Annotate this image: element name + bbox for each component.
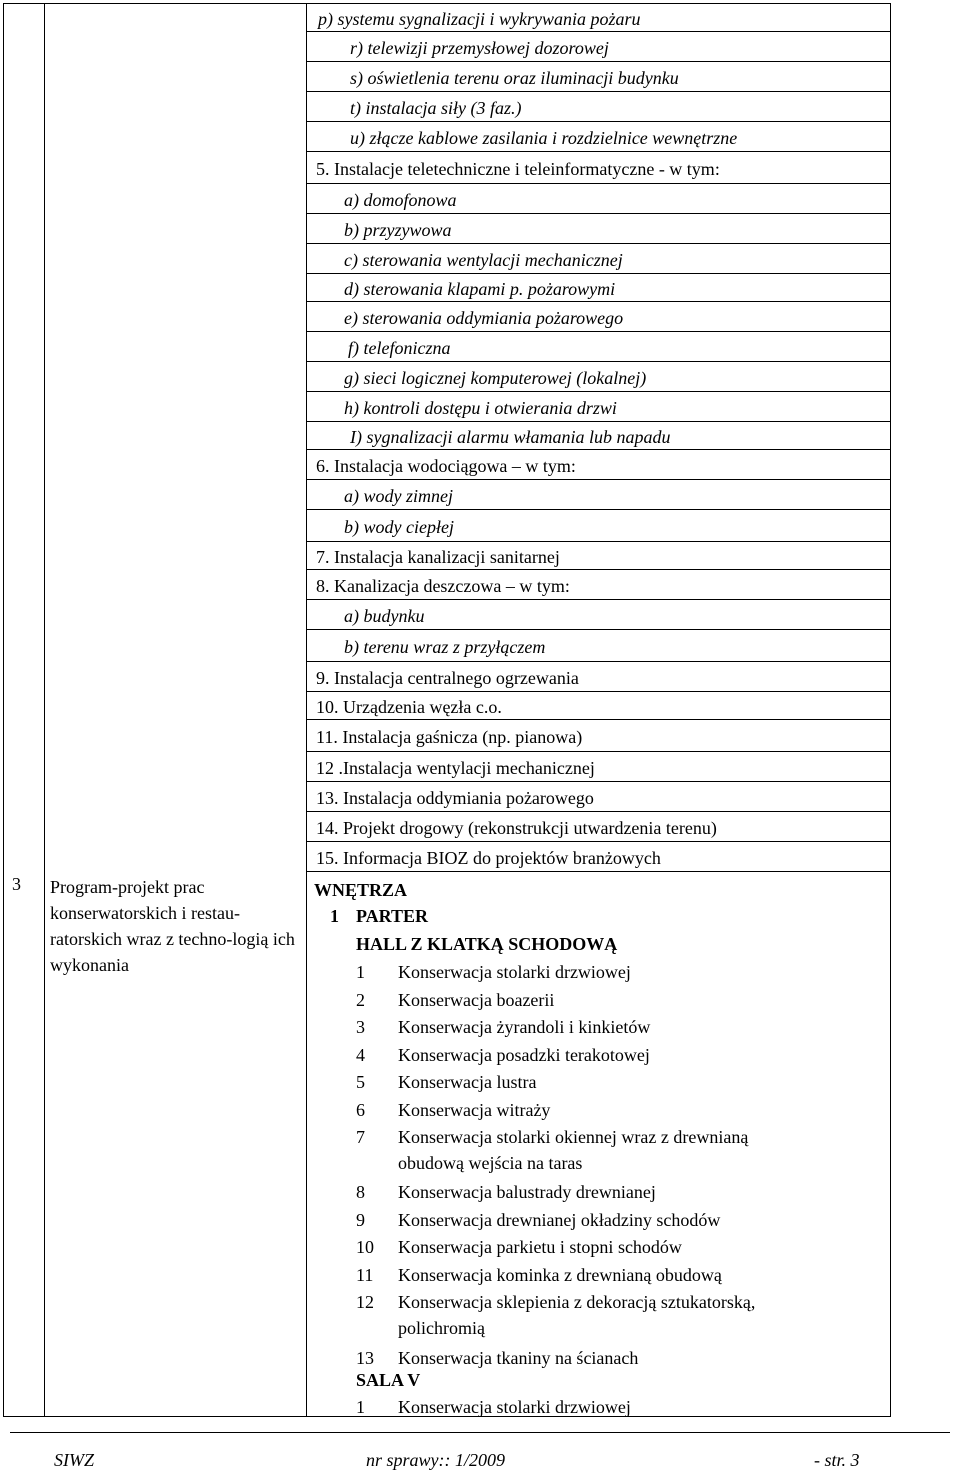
- item-number: 1: [356, 962, 365, 982]
- list-row: [306, 274, 890, 302]
- list-item-text: 9. Instalacja centralnego ogrzewania: [316, 667, 579, 688]
- parter-number: 1: [330, 906, 339, 926]
- list-item-text: I) sygnalizacji alarmu włamania lub napadu: [350, 426, 671, 447]
- item-number: 4: [356, 1045, 365, 1065]
- list-row: [306, 510, 890, 542]
- item-number: 13: [356, 1348, 374, 1368]
- item-text: Konserwacja witraży: [398, 1100, 551, 1120]
- list-row: [306, 542, 890, 570]
- list-row: [306, 662, 890, 692]
- table-frame: [3, 3, 891, 1417]
- list-row: [306, 752, 890, 782]
- item-text: Konserwacja lustra: [398, 1072, 537, 1092]
- item-text: Konserwacja sklepienia z dekoracją sztukatorską,: [398, 1292, 756, 1312]
- page-footer: [0, 1432, 960, 1472]
- list-item-text: b) wody ciepłej: [344, 516, 454, 537]
- list-row: [306, 720, 890, 752]
- item-text: Konserwacja kominka z drewnianą obudową: [398, 1265, 722, 1285]
- item-number: 5: [356, 1072, 365, 1092]
- list-row: [306, 480, 890, 510]
- list-row: [306, 362, 890, 392]
- list-row: [306, 392, 890, 422]
- footer-page: - str. 3: [814, 1450, 860, 1470]
- list-row: [306, 214, 890, 244]
- list-item-text: 8. Kanalizacja deszczowa – w tym:: [316, 575, 570, 596]
- heading-sala: SALA V: [356, 1370, 421, 1390]
- heading-hall: HALL Z KLATKĄ SCHODOWĄ: [356, 934, 618, 954]
- list-row: [306, 4, 890, 32]
- item-text: Konserwacja drewnianej okładziny schodów: [398, 1210, 721, 1230]
- item-number: 3: [356, 1017, 365, 1037]
- list-row: [306, 152, 890, 184]
- footer-siwz: SIWZ: [54, 1450, 94, 1470]
- item-text: Konserwacja tkaniny na ścianach: [398, 1348, 639, 1368]
- list-item-text: 11. Instalacja gaśnicza (np. pianowa): [316, 726, 583, 747]
- list-item-text: b) terenu wraz z przyłączem: [344, 636, 546, 657]
- list-item-text: d) sterowania klapami p. pożarowymi: [344, 278, 616, 299]
- list-row: [306, 842, 890, 872]
- list-row: [306, 184, 890, 214]
- list-item-text: 13. Instalacja oddymiania pożarowego: [316, 787, 594, 808]
- list-item-text: a) budynku: [344, 605, 425, 626]
- content-column: [306, 4, 890, 1416]
- item-text: Konserwacja posadzki terakotowej: [398, 1045, 650, 1065]
- list-row: [306, 450, 890, 480]
- heading-parter: PARTER: [356, 906, 429, 926]
- footer-case-number: nr sprawy:: 1/2009: [366, 1450, 505, 1470]
- list-item-text: 14. Projekt drogowy (rekonstrukcji utwardzenia terenu): [316, 817, 717, 838]
- item-number: 7: [356, 1127, 365, 1147]
- item-text: Konserwacja stolarki drzwiowej: [398, 962, 631, 982]
- item-text: Konserwacja balustrady drewnianej: [398, 1182, 656, 1202]
- list-item-text: t) instalacja siły (3 faz.): [350, 97, 522, 118]
- item-text: Konserwacja parkietu i stopni schodów: [398, 1237, 682, 1257]
- item-number: 12: [356, 1292, 374, 1312]
- list-item-text: p) systemu sygnalizacji i wykrywania pożaru: [318, 8, 641, 29]
- list-row: [306, 122, 890, 152]
- list-item-text: a) wody zimnej: [344, 485, 453, 506]
- list-row: [306, 422, 890, 450]
- list-row: [306, 812, 890, 842]
- item-number: 6: [356, 1100, 365, 1120]
- item-number: 8: [356, 1182, 365, 1202]
- list-row: [306, 332, 890, 362]
- list-item-text: 5. Instalacje teletechniczne i teleinformatyczne - w tym:: [316, 158, 720, 179]
- item-number: 1: [356, 1397, 365, 1417]
- item-number: 10: [356, 1237, 374, 1257]
- list-row: [306, 570, 890, 600]
- list-row: [306, 32, 890, 62]
- list-item-text: b) przyzywowa: [344, 219, 452, 240]
- item-text: Konserwacja boazerii: [398, 990, 555, 1010]
- item-number: 2: [356, 990, 365, 1010]
- list-row: [306, 244, 890, 274]
- item-text-continued: polichromią: [398, 1318, 485, 1338]
- list-item-text: a) domofonowa: [344, 189, 457, 210]
- list-item-text: 7. Instalacja kanalizacji sanitarnej: [316, 546, 560, 567]
- list-row: [306, 62, 890, 92]
- item-text: Konserwacja stolarki drzwiowej: [398, 1397, 631, 1417]
- number-column: [4, 4, 44, 1416]
- item-text: Konserwacja żyrandoli i kinkietów: [398, 1017, 651, 1037]
- section-title: Program-projekt prac konserwatorskich i restau-ratorskich wraz z techno-logią ich wykonania: [50, 877, 295, 975]
- item-number: 11: [356, 1265, 374, 1285]
- footer-rule: [10, 1432, 950, 1433]
- list-row: [306, 630, 890, 662]
- list-item-text: 15. Informacja BIOZ do projektów branżowych: [316, 847, 661, 868]
- list-item-text: u) złącze kablowe zasilania i rozdzielnice wewnętrzne: [350, 127, 738, 148]
- list-row: [306, 692, 890, 720]
- list-row: [306, 92, 890, 122]
- list-item-text: c) sterowania wentylacji mechanicznej: [344, 249, 623, 270]
- list-item-text: s) oświetlenia terenu oraz iluminacji budynku: [350, 67, 679, 88]
- interiors-section: [306, 872, 890, 1416]
- item-text: Konserwacja stolarki okiennej wraz z drewnianą: [398, 1127, 749, 1147]
- item-text-continued: obudową wejścia na taras: [398, 1153, 583, 1173]
- row-number: 3: [12, 874, 21, 894]
- item-number: 9: [356, 1210, 365, 1230]
- list-item-text: r) telewizji przemysłowej dozorowej: [350, 37, 609, 58]
- list-item-text: 12 .Instalacja wentylacji mechanicznej: [316, 757, 595, 778]
- title-column: [44, 4, 306, 1416]
- heading-wnetrza: WNĘTRZA: [314, 880, 408, 900]
- list-item-text: h) kontroli dostępu i otwierania drzwi: [344, 397, 617, 418]
- list-item-text: f) telefoniczna: [348, 337, 451, 358]
- list-item-text: 6. Instalacja wodociągowa – w tym:: [316, 455, 576, 476]
- list-row: [306, 302, 890, 332]
- list-item-text: e) sterowania oddymiania pożarowego: [344, 307, 624, 328]
- list-item-text: 10. Urządzenia węzła c.o.: [316, 696, 502, 717]
- list-row: [306, 600, 890, 630]
- list-item-text: g) sieci logicznej komputerowej (lokalnej): [344, 367, 647, 388]
- list-row: [306, 782, 890, 812]
